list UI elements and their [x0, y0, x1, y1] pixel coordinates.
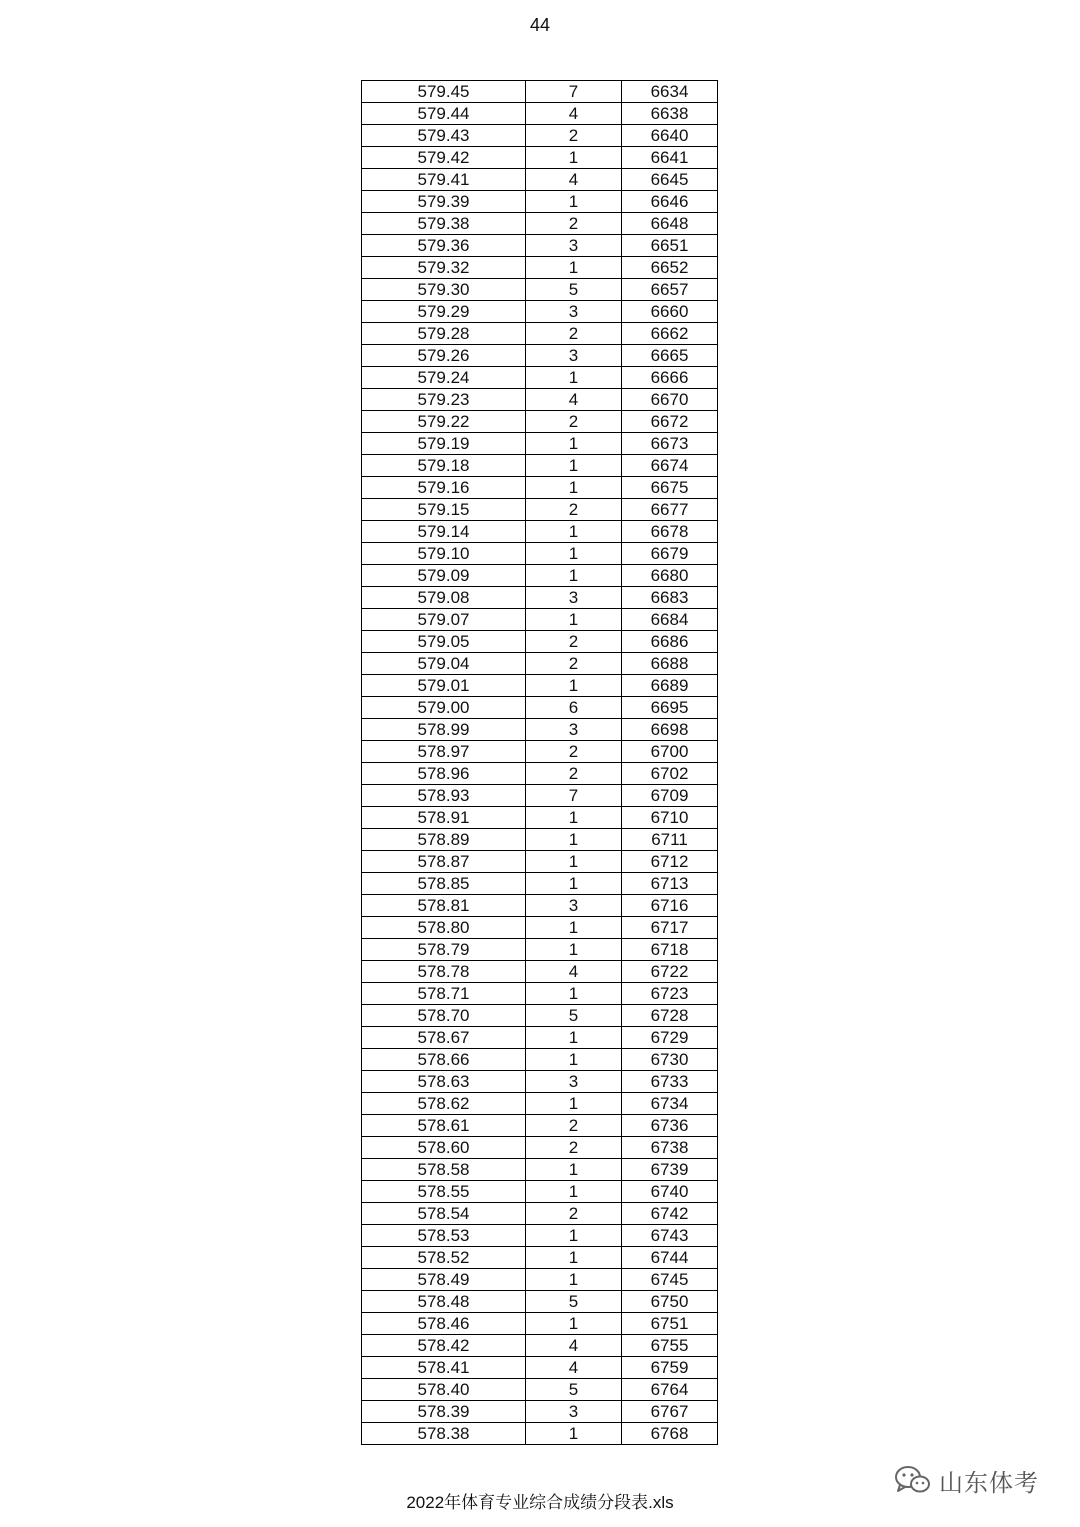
cumulative-cell: 6677 [622, 499, 718, 521]
cumulative-cell: 6683 [622, 587, 718, 609]
table-row [362, 895, 718, 917]
count-cell: 1 [526, 851, 622, 873]
count-cell: 2 [526, 323, 622, 345]
cumulative-cell: 6675 [622, 477, 718, 499]
cumulative-cell: 6718 [622, 939, 718, 961]
cumulative-cell: 6734 [622, 1093, 718, 1115]
score-cell: 579.22 [362, 411, 526, 433]
table-row [362, 1093, 718, 1115]
cumulative-cell: 6742 [622, 1203, 718, 1225]
table-row [362, 1401, 718, 1423]
count-cell: 1 [526, 1423, 622, 1445]
count-cell: 1 [526, 1225, 622, 1247]
score-cell: 578.60 [362, 1137, 526, 1159]
count-cell: 1 [526, 1093, 622, 1115]
table-row [362, 191, 718, 213]
table-row [362, 1379, 718, 1401]
table-row [362, 323, 718, 345]
score-cell: 579.45 [362, 81, 526, 103]
count-cell: 3 [526, 235, 622, 257]
cumulative-cell: 6755 [622, 1335, 718, 1357]
table-row [362, 939, 718, 961]
score-cell: 579.07 [362, 609, 526, 631]
count-cell: 1 [526, 939, 622, 961]
count-cell: 1 [526, 829, 622, 851]
table-row [362, 169, 718, 191]
score-cell: 579.36 [362, 235, 526, 257]
score-cell: 578.52 [362, 1247, 526, 1269]
table-row [362, 1269, 718, 1291]
score-cell: 578.71 [362, 983, 526, 1005]
table-row [362, 565, 718, 587]
score-cell: 578.48 [362, 1291, 526, 1313]
count-cell: 1 [526, 1247, 622, 1269]
table-row [362, 411, 718, 433]
count-cell: 1 [526, 1269, 622, 1291]
score-cell: 578.91 [362, 807, 526, 829]
count-cell: 3 [526, 1071, 622, 1093]
score-cell: 579.10 [362, 543, 526, 565]
count-cell: 1 [526, 565, 622, 587]
score-cell: 579.42 [362, 147, 526, 169]
score-cell: 579.38 [362, 213, 526, 235]
score-cell: 579.24 [362, 367, 526, 389]
table-row [362, 587, 718, 609]
count-cell: 1 [526, 917, 622, 939]
score-cell: 578.49 [362, 1269, 526, 1291]
cumulative-cell: 6716 [622, 895, 718, 917]
score-cell: 578.61 [362, 1115, 526, 1137]
cumulative-cell: 6750 [622, 1291, 718, 1313]
cumulative-cell: 6744 [622, 1247, 718, 1269]
count-cell: 4 [526, 961, 622, 983]
table-row [362, 1423, 718, 1445]
cumulative-cell: 6689 [622, 675, 718, 697]
table-row [362, 1335, 718, 1357]
cumulative-cell: 6723 [622, 983, 718, 1005]
table-row [362, 829, 718, 851]
cumulative-cell: 6738 [622, 1137, 718, 1159]
cumulative-cell: 6739 [622, 1159, 718, 1181]
score-cell: 578.67 [362, 1027, 526, 1049]
cumulative-cell: 6651 [622, 235, 718, 257]
cumulative-cell: 6645 [622, 169, 718, 191]
count-cell: 1 [526, 675, 622, 697]
count-cell: 3 [526, 345, 622, 367]
table-row [362, 631, 718, 653]
cumulative-cell: 6736 [622, 1115, 718, 1137]
table-row [362, 1203, 718, 1225]
table-row [362, 763, 718, 785]
count-cell: 4 [526, 103, 622, 125]
cumulative-cell: 6660 [622, 301, 718, 323]
cumulative-cell: 6751 [622, 1313, 718, 1335]
cumulative-cell: 6711 [622, 829, 718, 851]
cumulative-cell: 6740 [622, 1181, 718, 1203]
table-row [362, 697, 718, 719]
score-cell: 578.89 [362, 829, 526, 851]
table-row [362, 367, 718, 389]
cumulative-cell: 6662 [622, 323, 718, 345]
cumulative-cell: 6684 [622, 609, 718, 631]
table-row [362, 147, 718, 169]
cumulative-cell: 6666 [622, 367, 718, 389]
count-cell: 5 [526, 1291, 622, 1313]
cumulative-cell: 6709 [622, 785, 718, 807]
table-row [362, 1049, 718, 1071]
score-cell: 579.32 [362, 257, 526, 279]
score-cell: 579.39 [362, 191, 526, 213]
count-cell: 1 [526, 807, 622, 829]
count-cell: 2 [526, 631, 622, 653]
table-row [362, 1137, 718, 1159]
score-cell: 579.23 [362, 389, 526, 411]
table-row [362, 213, 718, 235]
count-cell: 2 [526, 1115, 622, 1137]
score-cell: 579.43 [362, 125, 526, 147]
count-cell: 2 [526, 499, 622, 521]
cumulative-cell: 6638 [622, 103, 718, 125]
count-cell: 1 [526, 455, 622, 477]
score-cell: 578.79 [362, 939, 526, 961]
cumulative-cell: 6657 [622, 279, 718, 301]
cumulative-cell: 6733 [622, 1071, 718, 1093]
score-cell: 578.58 [362, 1159, 526, 1181]
table-row [362, 1291, 718, 1313]
count-cell: 2 [526, 213, 622, 235]
score-cell: 578.80 [362, 917, 526, 939]
cumulative-cell: 6712 [622, 851, 718, 873]
count-cell: 3 [526, 719, 622, 741]
table-row [362, 81, 718, 103]
count-cell: 3 [526, 587, 622, 609]
score-cell: 578.46 [362, 1313, 526, 1335]
cumulative-cell: 6700 [622, 741, 718, 763]
table-row [362, 1115, 718, 1137]
score-cell: 579.00 [362, 697, 526, 719]
table-row [362, 301, 718, 323]
table-row [362, 279, 718, 301]
cumulative-cell: 6713 [622, 873, 718, 895]
table-row [362, 741, 718, 763]
score-cell: 578.81 [362, 895, 526, 917]
table-row [362, 455, 718, 477]
score-cell: 579.30 [362, 279, 526, 301]
cumulative-cell: 6686 [622, 631, 718, 653]
cumulative-cell: 6729 [622, 1027, 718, 1049]
count-cell: 1 [526, 1181, 622, 1203]
count-cell: 1 [526, 543, 622, 565]
cumulative-cell: 6764 [622, 1379, 718, 1401]
table-row [362, 983, 718, 1005]
table-body [362, 81, 718, 1445]
table-row [362, 785, 718, 807]
count-cell: 2 [526, 1137, 622, 1159]
table-row [362, 675, 718, 697]
cumulative-cell: 6743 [622, 1225, 718, 1247]
score-cell: 578.39 [362, 1401, 526, 1423]
score-cell: 579.26 [362, 345, 526, 367]
count-cell: 1 [526, 433, 622, 455]
table-row [362, 873, 718, 895]
table-row [362, 1225, 718, 1247]
table-row [362, 1313, 718, 1335]
count-cell: 3 [526, 301, 622, 323]
table-row [362, 433, 718, 455]
table-row [362, 1071, 718, 1093]
count-cell: 4 [526, 169, 622, 191]
count-cell: 1 [526, 1027, 622, 1049]
cumulative-cell: 6672 [622, 411, 718, 433]
score-cell: 578.42 [362, 1335, 526, 1357]
cumulative-cell: 6648 [622, 213, 718, 235]
cumulative-cell: 6767 [622, 1401, 718, 1423]
score-cell: 578.70 [362, 1005, 526, 1027]
score-cell: 579.08 [362, 587, 526, 609]
table-row [362, 103, 718, 125]
count-cell: 6 [526, 697, 622, 719]
cumulative-cell: 6634 [622, 81, 718, 103]
watermark-text: 山东体考 [939, 1469, 1039, 1497]
table-row [362, 235, 718, 257]
table-row [362, 477, 718, 499]
count-cell: 3 [526, 895, 622, 917]
table-row [362, 1159, 718, 1181]
table-row [362, 125, 718, 147]
score-cell: 578.66 [362, 1049, 526, 1071]
score-cell: 579.41 [362, 169, 526, 191]
cumulative-cell: 6652 [622, 257, 718, 279]
score-cell: 578.85 [362, 873, 526, 895]
score-cell: 578.53 [362, 1225, 526, 1247]
cumulative-cell: 6680 [622, 565, 718, 587]
count-cell: 7 [526, 81, 622, 103]
table-row [362, 807, 718, 829]
cumulative-cell: 6641 [622, 147, 718, 169]
table-row [362, 609, 718, 631]
score-cell: 578.62 [362, 1093, 526, 1115]
table-row [362, 499, 718, 521]
score-cell: 579.18 [362, 455, 526, 477]
table-row [362, 1357, 718, 1379]
count-cell: 3 [526, 1401, 622, 1423]
score-cell: 579.01 [362, 675, 526, 697]
table-row [362, 961, 718, 983]
count-cell: 2 [526, 1203, 622, 1225]
score-cell: 579.28 [362, 323, 526, 345]
count-cell: 1 [526, 367, 622, 389]
score-cell: 579.05 [362, 631, 526, 653]
count-cell: 2 [526, 741, 622, 763]
table-row [362, 1027, 718, 1049]
cumulative-cell: 6710 [622, 807, 718, 829]
cumulative-cell: 6695 [622, 697, 718, 719]
score-cell: 578.93 [362, 785, 526, 807]
cumulative-cell: 6646 [622, 191, 718, 213]
count-cell: 1 [526, 191, 622, 213]
count-cell: 1 [526, 477, 622, 499]
table-row [362, 521, 718, 543]
cumulative-cell: 6688 [622, 653, 718, 675]
score-cell: 578.97 [362, 741, 526, 763]
score-cell: 579.29 [362, 301, 526, 323]
table-row [362, 1005, 718, 1027]
score-cell: 578.96 [362, 763, 526, 785]
footer-filename: 2022年体育专业综合成绩分段表.xls [406, 1493, 674, 1512]
table-row [362, 389, 718, 411]
score-cell: 578.40 [362, 1379, 526, 1401]
count-cell: 1 [526, 257, 622, 279]
cumulative-cell: 6640 [622, 125, 718, 147]
cumulative-cell: 6698 [622, 719, 718, 741]
score-distribution-table [361, 80, 718, 1445]
score-cell: 578.41 [362, 1357, 526, 1379]
count-cell: 1 [526, 1159, 622, 1181]
count-cell: 2 [526, 125, 622, 147]
cumulative-cell: 6728 [622, 1005, 718, 1027]
count-cell: 5 [526, 1379, 622, 1401]
count-cell: 7 [526, 785, 622, 807]
score-cell: 579.16 [362, 477, 526, 499]
table-row [362, 851, 718, 873]
score-cell: 578.38 [362, 1423, 526, 1445]
cumulative-cell: 6759 [622, 1357, 718, 1379]
cumulative-cell: 6768 [622, 1423, 718, 1445]
score-cell: 579.44 [362, 103, 526, 125]
count-cell: 1 [526, 1049, 622, 1071]
cumulative-cell: 6722 [622, 961, 718, 983]
count-cell: 5 [526, 279, 622, 301]
cumulative-cell: 6745 [622, 1269, 718, 1291]
score-cell: 578.63 [362, 1071, 526, 1093]
cumulative-cell: 6670 [622, 389, 718, 411]
count-cell: 1 [526, 1313, 622, 1335]
score-cell: 579.04 [362, 653, 526, 675]
count-cell: 1 [526, 873, 622, 895]
cumulative-cell: 6665 [622, 345, 718, 367]
cumulative-cell: 6730 [622, 1049, 718, 1071]
table-row [362, 1181, 718, 1203]
score-cell: 579.14 [362, 521, 526, 543]
cumulative-cell: 6678 [622, 521, 718, 543]
score-cell: 579.15 [362, 499, 526, 521]
score-cell: 579.19 [362, 433, 526, 455]
cumulative-cell: 6673 [622, 433, 718, 455]
count-cell: 4 [526, 1335, 622, 1357]
cumulative-cell: 6717 [622, 917, 718, 939]
table-row [362, 257, 718, 279]
count-cell: 2 [526, 763, 622, 785]
table-row [362, 653, 718, 675]
cumulative-cell: 6679 [622, 543, 718, 565]
count-cell: 1 [526, 521, 622, 543]
table-row [362, 917, 718, 939]
page-number: 44 [529, 15, 551, 35]
cumulative-cell: 6674 [622, 455, 718, 477]
score-cell: 578.99 [362, 719, 526, 741]
count-cell: 1 [526, 147, 622, 169]
score-cell: 578.87 [362, 851, 526, 873]
count-cell: 1 [526, 609, 622, 631]
table-row [362, 719, 718, 741]
count-cell: 2 [526, 411, 622, 433]
score-cell: 578.54 [362, 1203, 526, 1225]
table-row [362, 1247, 718, 1269]
table-row [362, 543, 718, 565]
score-cell: 578.55 [362, 1181, 526, 1203]
count-cell: 1 [526, 983, 622, 1005]
score-cell: 578.78 [362, 961, 526, 983]
cumulative-cell: 6702 [622, 763, 718, 785]
table-row [362, 345, 718, 367]
count-cell: 5 [526, 1005, 622, 1027]
score-cell: 579.09 [362, 565, 526, 587]
count-cell: 2 [526, 653, 622, 675]
count-cell: 4 [526, 1357, 622, 1379]
count-cell: 4 [526, 389, 622, 411]
